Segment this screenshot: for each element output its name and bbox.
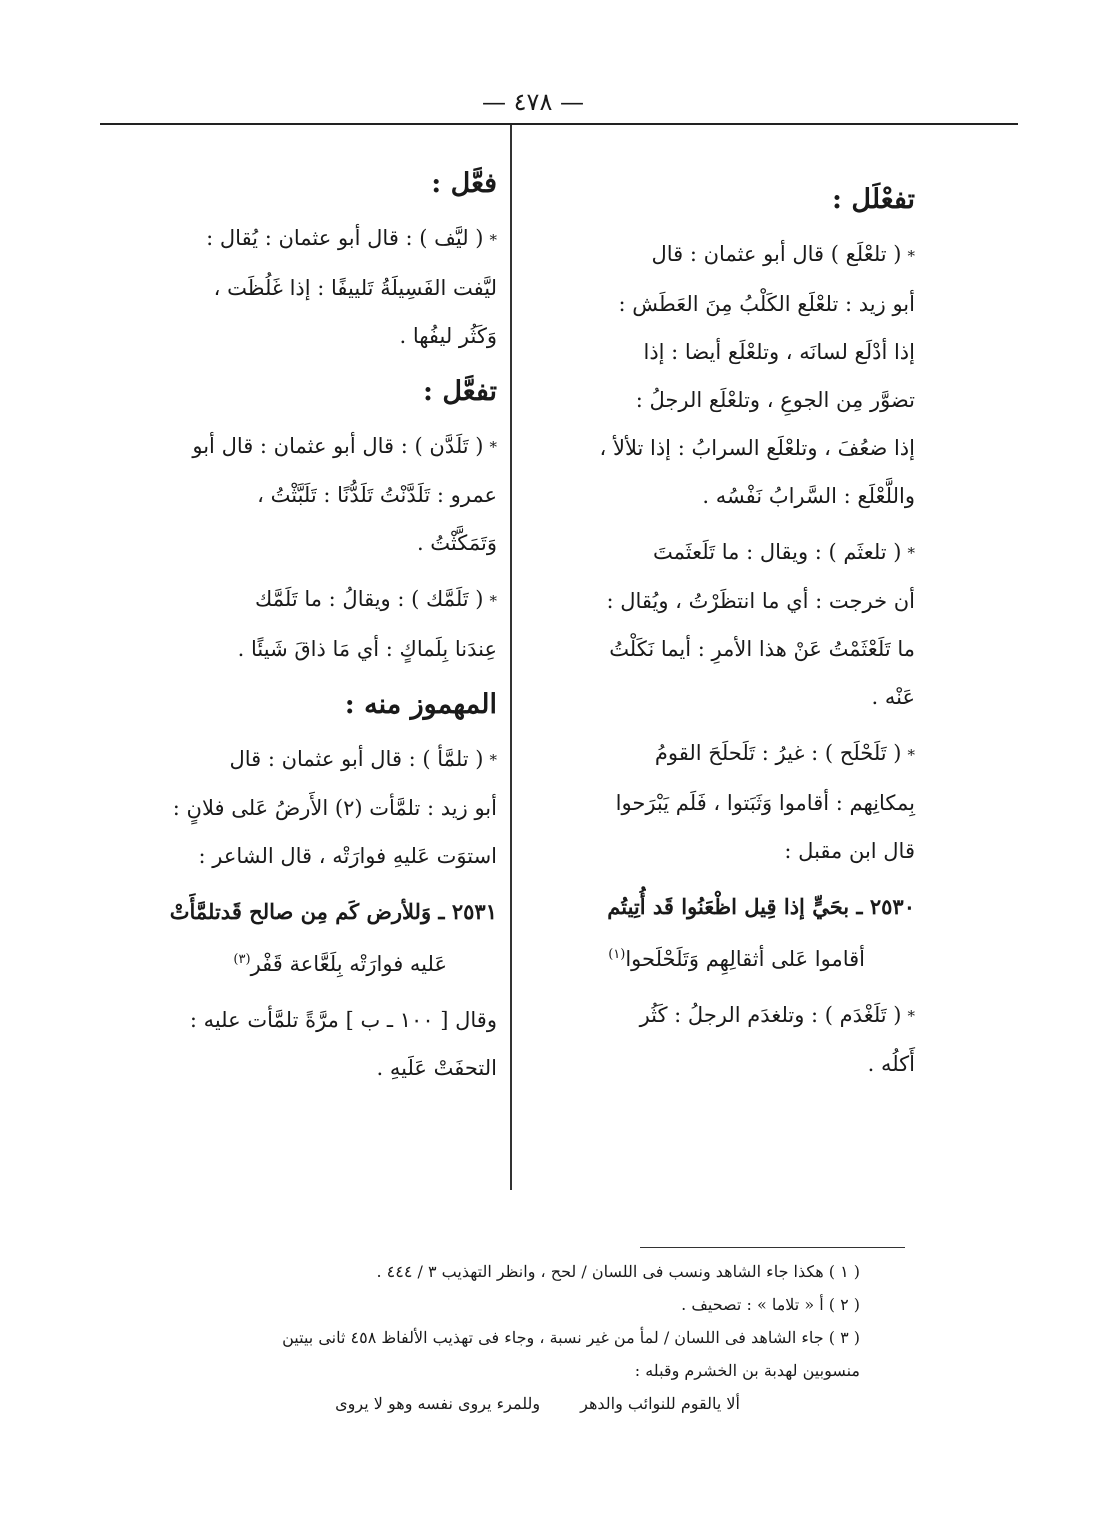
entry-line: أبو زيد : تلعْلَع الكَلْبُ مِنَ العَطَش : [618,291,915,316]
verse-line: ٢٥٣١ ـ وَللأرض كَم مِن صالح قَدتلمَّأَتْ [169,899,497,924]
entry-line: واللَّعْلَع : السَّرابُ نَفْسُه . [702,483,915,508]
footnote-3: ( ٣ ) جاء الشاهد فى اللسان / لمأ من غير نسبة ، وجاء فى تهذيب الألفاظ ٤٥٨ ثانى بيتين [282,1328,860,1347]
entry-line: استوَت عَليهِ فوارَتْه ، قال الشاعر : [198,844,497,868]
entry-line: إذا ضعُفَ ، وتلعْلَع السرابُ : إذا تلألأ ، [599,435,915,460]
entry-line: بِمكانِهم : أقاموا وَثَبَتوا ، فَلَم يَبْرَحوا [615,790,915,815]
entry-line: *( تَلَغْدَم ) : وتلغدَم الرجلُ : كَثُر [639,1002,915,1027]
entry-talaghdama [535,991,915,1089]
verse-2531 [112,888,497,988]
entry-line: وَتَمَكَّثْتُ . [416,531,497,555]
poem-hemistich: ألا يالقوم للنوائب والدهر [580,1394,740,1413]
entry-line: *( ليَّف ) : قال أبو عثمان : يُقال : [206,226,497,250]
footnotes [85,1255,860,1420]
footnote-poem [85,1387,860,1420]
footnote-1: ( ١ ) هكذا جاء الشاهد ونسب فى اللسان / لحح ، وانظر التهذيب ٣ / ٤٤٤ . [376,1262,860,1281]
entry-line: *( تلمَّأ ) : قال أبو عثمان : قال [229,746,497,771]
entry-line: أبو زيد : تلمَّأت (٢) الأَرضُ عَلى فلانٍ : [172,796,497,820]
entry-line: *( تَلَدَّن ) : قال أبو عثمان : قال أبو [192,433,497,458]
header-rule [100,123,1018,125]
entry-taladdana [112,422,497,568]
asterisk-icon: * [489,230,497,249]
footnote-marker: (١) [608,946,626,962]
entry-talalaa [535,230,915,520]
section-heading: تفعْلَل : [832,184,915,215]
entry-talammaka [112,575,497,673]
entry-line: وَكَثُر ليفُها . [399,323,497,348]
footnote-rule [640,1247,905,1248]
entry-line: التحفَتْ عَلَيهِ . [376,1056,497,1080]
footnote-2: ( ٢ ) أ « تلاما » : تصحيف . [681,1295,860,1314]
column-divider [510,125,512,1190]
page-number: — ٤٧٨ — [482,88,584,116]
footnote-marker: (٣) [233,952,251,967]
entry-line: قال ابن مقبل : [784,838,915,863]
verse-line: أقاموا عَلى أثقالِهِم وَتَلَحْلَحوا$^{(١)}$ [608,946,865,971]
asterisk-icon: * [489,438,497,456]
entry-line: ما تَلَعْثَمْتُ عَنْ هذا الأمرِ : أيما نَكَلْتُ [609,637,915,661]
section-heading: تفعَّل : [422,375,497,407]
entry-line: ليَّفت الفَسِيلَةُ تَلييفًا : إذا غَلُظَت ، [213,275,497,300]
entry-line: عَنْه . [871,685,915,709]
verse-2530 [535,883,915,983]
asterisk-icon: * [489,751,497,769]
asterisk-icon: * [907,745,915,764]
entry-line: وقال [ ١٠٠ ـ ب ] مرَّةً تلمَّأت عليه : [189,1008,497,1032]
entry-line: عِندَنا بِلَماكٍ : أي مَا ذاقَ شَيئًا . [237,636,497,661]
entry-talahlaha [535,729,915,875]
verse-line: ٢٥٣٠ ـ بحَيٍّ إذا قِيل اظْعَنُوا قَد أُتِيتُم [607,893,915,919]
entry-line: *( تلعثَم ) : ويقال : ما تَلَعثَمتَ [653,539,915,564]
verse-line: عَليه فوارَتْه بِلَعَّاعة قَفْر$^{(٣)}$ [233,952,447,976]
entry-line: *( تَلَمَّك ) : ويقالُ : ما تَلَمَّك [255,587,497,611]
entry-line: أَكلُه . [867,1052,915,1076]
entry-layyafa [112,214,497,360]
entry-line: تضوَّر مِن الجوعِ ، وتلعْلَع الرجلُ : [635,387,915,412]
footnote-3-cont: منسوبين لهدبة بن الخشرم وقبله : [634,1361,860,1380]
entry-talaathama [535,528,915,722]
section-heading: فعَّل : [431,168,497,199]
entry-line: *( تَلَحْلَح ) : غيرُ : تَلَحلَحَ القومُ [654,741,915,765]
asterisk-icon: * [489,591,497,610]
section-heading: المهموز منه : [344,688,497,720]
entry-line: إذا أدْلَع لسانَه ، وتلعْلَع أيضا : إذا [643,339,915,364]
poem-hemistich: وللمرء يروى نفسه وهو لا يروى [335,1394,541,1413]
entry-line: عمرو : تَلَدَّنْتُ تَلَدُّنًا : تَلَبَّثْتُ ، [257,483,497,507]
asterisk-icon: * [907,246,915,265]
asterisk-icon: * [907,1007,915,1025]
right-column [535,176,915,1096]
entry-talammaa [112,735,497,881]
left-column [112,160,497,1100]
entry-talammaa-2 [112,996,497,1092]
entry-line: أن خرجت : أي ما انتظَرْتُ ، ويُقال : [606,589,915,613]
entry-line: *( تلعْلَع ) قال أبو عثمان : قال [651,242,915,266]
asterisk-icon: * [907,544,915,562]
